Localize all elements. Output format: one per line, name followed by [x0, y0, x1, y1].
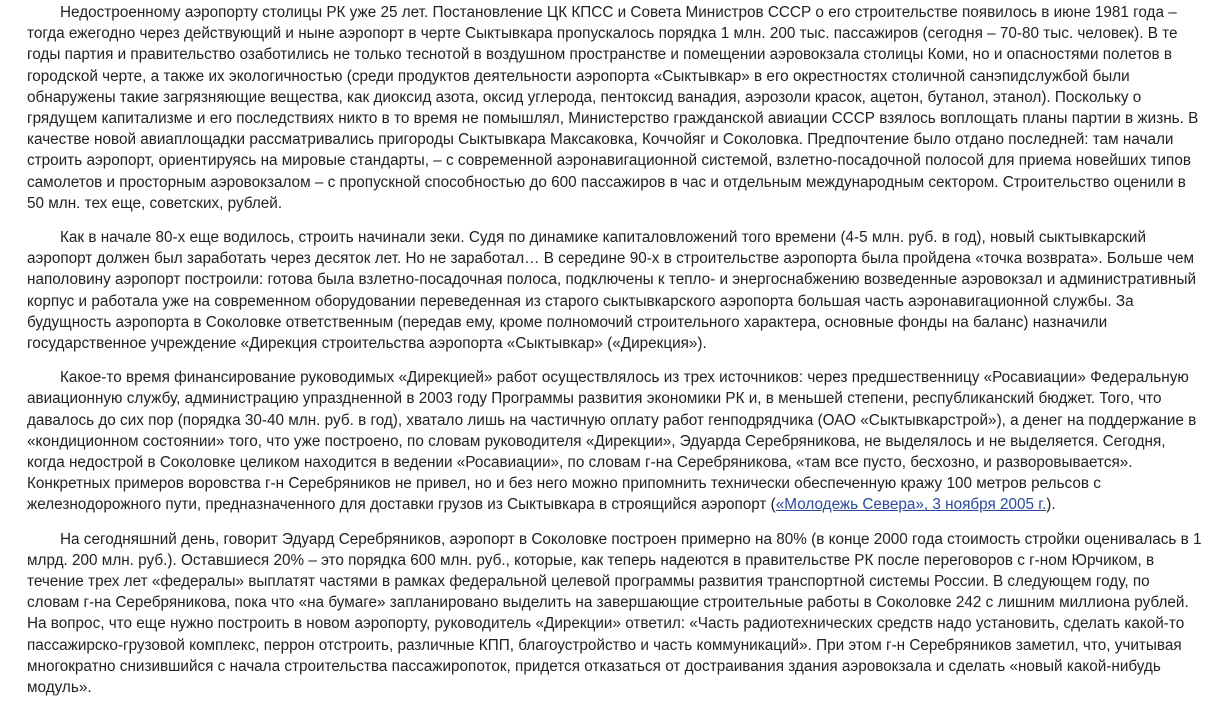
article-paragraph-3-tail: ). [1046, 496, 1056, 514]
article-paragraph-1: Недостроенному аэропорту столицы РК уже 25 лет. Постановление ЦК КПСС и Совета Министров СССР о его строительстве появилось в июне 1981 года – тогда ежегодно через действующий и ныне аэропорт в черте Сыктывкара пропускалось порядка 1 млн. 200 тыс. пассажиров (сегодня – 70-80 тыс. человек). В те годы партия и правительство озаботились не только теснотой в воздушном пространстве и помещении аэровокзала столицы Коми, но и опасностями полетов в городской черте, а также их экологичностью (среди продуктов деятельности аэропорта «Сыктывкар» в его окрестностях столичной санэпидслужбой были обнаружены такие загрязняющие вещества, как диоксид азота, оксид углерода, пентоксид ванадия, аэрозоли красок, ацетон, бутанол, этанол). Поскольку о грядущем капитализме и его последствиях никто в то время не помышлял, Министерство гражданской авиации СССР взялось воплощать планы партии в жизнь. В качестве новой авиаплощадки рассматривались пригороды Сыктывкара Максаковка, Коччойяг и Соколовка. Предпочтение было отдано последней: там начали строить аэропорт, ориентируясь на мировые стандарты, – с современной аэронавигационной системой, взлетно-посадочной полосой для приема новейших типов самолетов и просторным аэровокзалом – с пропускной способностью до 600 пассажиров в час и отдельным международным сектором. Строительство оценили в 50 млн. тех еще, советских, рублей. [27, 4, 1199, 212]
article-paragraph-3 [27, 367, 1206, 515]
article-paragraph-4: На сегодняшний день, говорит Эдуард Серебряников, аэропорт в Соколовке построен примерно на 80% (в конце 2000 года стоимость стройки оценивалась в 1 млрд. 200 млн. руб.). Оставшиеся 20% – это порядка 600 млн. руб., которые, как теперь надеются в правительстве РК после переговоров с г-ном Юрчиком, в течение трех лет «федералы» выплатят частями в рамках федеральной целевой программы развития транспортной системы России. В следующем году, по словам г-на Серебряникова, пока что «на бумаге» запланировано выделить на завершающие строительные работы в Соколовке 242 с лишним миллиона рублей. На вопрос, что еще нужно построить в новом аэропорту, руководитель «Дирекции» ответил: «Часть радиотехнических средств надо установить, сделать какой-то пассажирско-грузовой комплекс, перрон отстроить, различные КПП, благоустройство и часть коммуникаций». При этом г-н Серебряников заметил, что, учитывая многократно снизившийся с начала строительства пассажиропоток, придется отказаться от достраивания здания аэровокзала и сделать «новый какой-нибудь модуль». [27, 530, 1202, 697]
article-body [0, 2, 1206, 698]
article-paragraph-3-text: Какое-то время финансирование руководимых «Дирекцией» работ осуществлялось из трех источников: через предшественницу «Росавиации» Федеральную авиационную службу, администрацию упраздненной в 2003 году Программы развития экономики РК и, в меньшей степени, республиканский бюджет. Того, что давалось до сих пор (порядка 30-40 млн. руб. в год), хватало лишь на частичную оплату работ генподрядчика (ОАО «Сыктывкарстрой»), а денег на поддержание в «кондиционном состоянии» того, что уже построено, по словам руководителя «Дирекции», Эдуарда Серебряникова, не выделялось и не выделяется. Сегодня, когда недострой в Соколовке целиком находится в ведении «Росавиации», по словам г-на Серебряникова, «там все пусто, бесхозно, и разворовывается». Конкретных примеров воровства г-н Серебряников не привел, но и без него можно припомнить технически обеспеченную кражу 100 метров рельсов с железнодорожного пути, предназначенного для доставки грузов из Сыктывкара в строящийся аэропорт ( [27, 369, 1197, 514]
article-paragraph-2: Как в начале 80-х еще водилось, строить начинали зеки. Судя по динамике капиталовложений того времени (4-5 млн. руб. в год), новый сыктывкарский аэропорт должен был заработать через десяток лет. Но не заработал… В середине 90-х в строительстве аэропорта была пройдена «точка возврата». Больше чем наполовину аэропорт построили: готова была взлетно-посадочная полоса, подключены к тепло- и энергоснабжению возведенные аэровокзал и административный корпус и работала уже на современном оборудовании переведенная из старого сыктывкарского аэропорта большая часть аэронавигационной службы. За будущность аэропорта в Соколовке ответственным (передав ему, кроме полномочий строительного характера, основные фонды на баланс) назначили государственное учреждение «Дирекция строительства аэропорта «Сыктывкар» («Дирекция»). [27, 229, 1197, 353]
source-link[interactable]: «Молодежь Севера», 3 ноября 2005 г. [775, 496, 1047, 514]
